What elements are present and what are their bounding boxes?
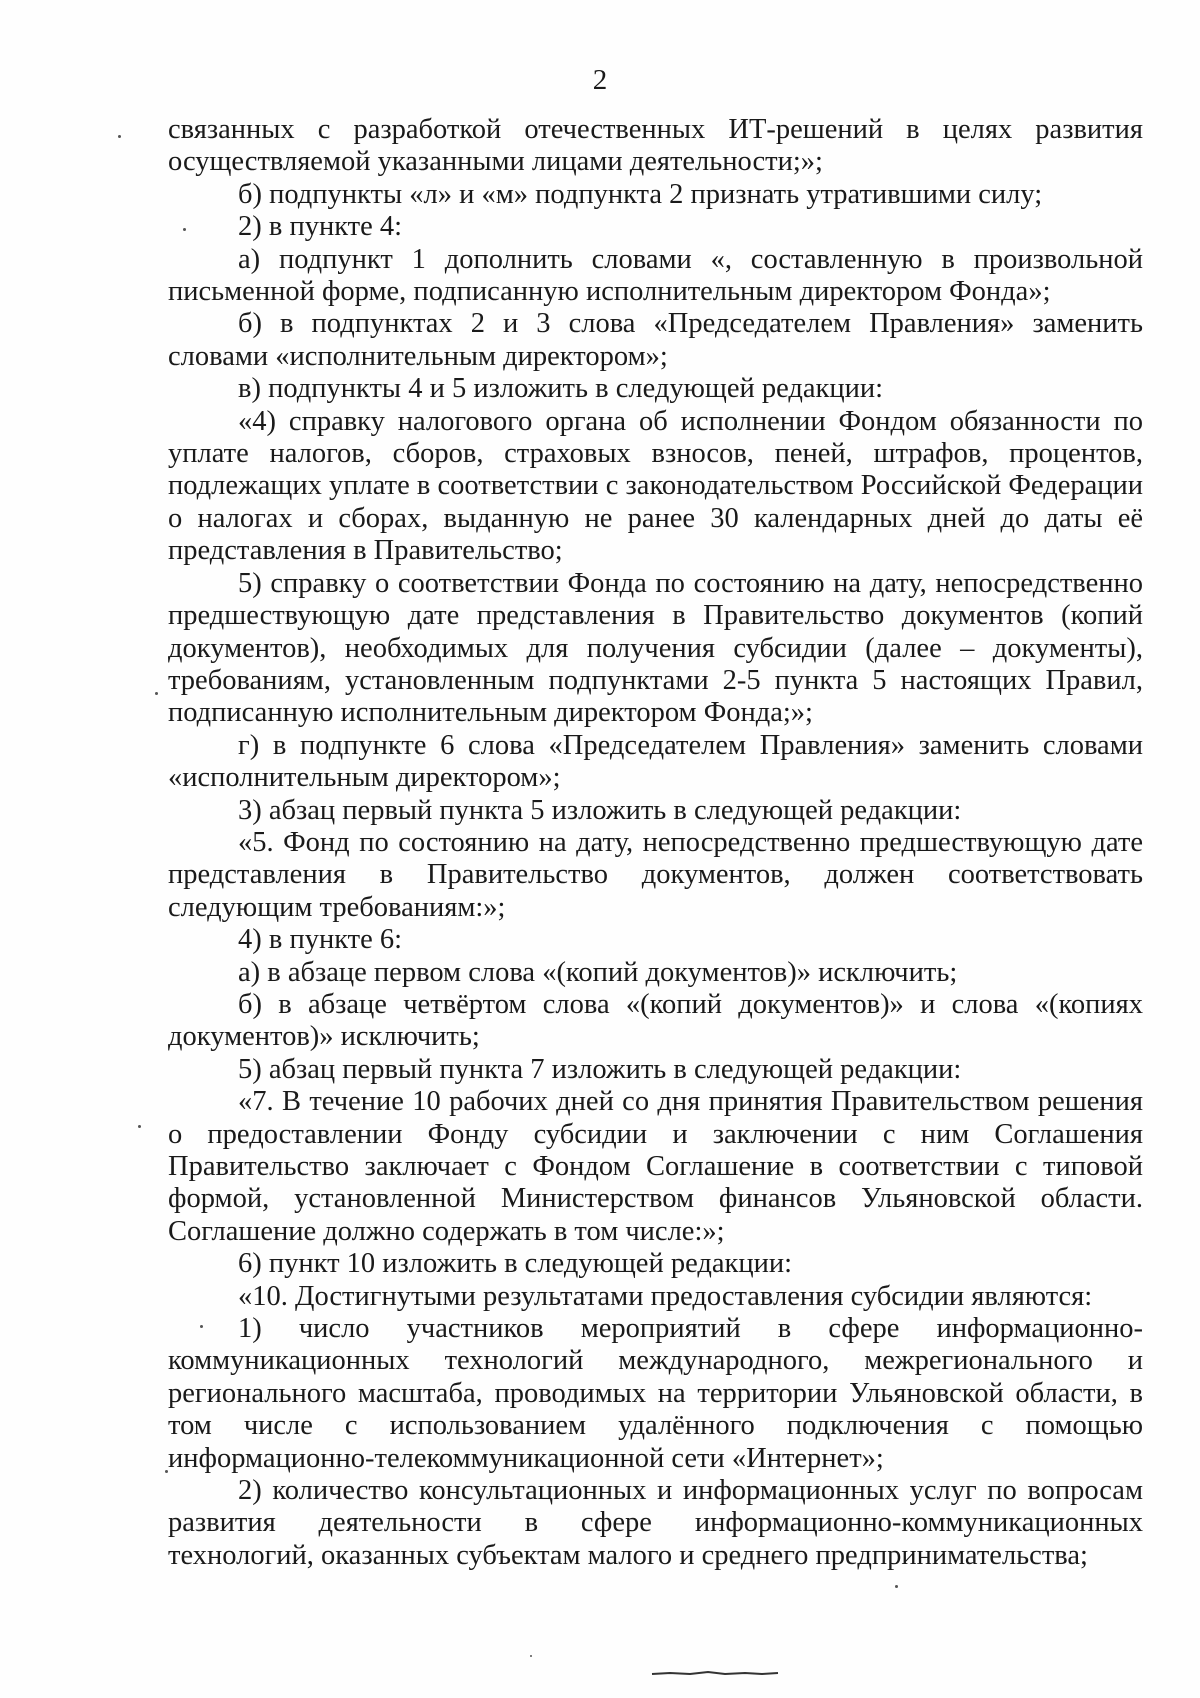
paragraph: б) в абзаце четвёртом слова «(копий документов)» и слова «(копиях документов)» исключить;	[168, 988, 1143, 1053]
paragraph: «7. В течение 10 рабочих дней со дня принятия Правительством решения о предоставлении Фонду субсидии и заключении с ним Соглашения Правительство заключает с Фондом Соглашение в соответствии с типовой формой, установленной Министерством финансов Ульяновской области. Соглашение должно содержать в том числе:»;	[168, 1086, 1143, 1247]
scan-speck	[183, 228, 186, 231]
paragraph: а) в абзаце первом слова «(копий документов)» исключить;	[238, 956, 958, 988]
paragraph: «10. Достигнутыми результатами предоставления субсидии являются:	[238, 1280, 1093, 1312]
scan-speck	[200, 1325, 203, 1328]
paragraph: 4) в пункте 6:	[238, 924, 403, 956]
paragraph: связанных с разработкой отечественных ИТ-решений в целях развития осуществляемой указанными лицами деятельности;»;	[168, 114, 1143, 178]
paragraph: 5) справку о соответствии Фонда по состоянию на дату, непосредственно предшествующую дате представления в Правительство документов (копий документов), необходимых для получения субсидии (далее – документы), требованиям, установленным подпунктами 2-5 пункта 5 настоящих Правил, подписанную исполнительным директором Фонда;»;	[168, 567, 1143, 729]
paragraph: 2) в пункте 4:	[238, 211, 403, 243]
paragraph: б) подпункты «л» и «м» подпункта 2 признать утратившими силу;	[238, 178, 1043, 210]
paragraph: 1) число участников мероприятий в сфере информационно-коммуникационных технологий международного, межрегионального и регионального масштаба, проводимых на территории Ульяновской области, в том числе с использованием удалённого подключения с помощью информационно-телекоммуникационной сети «Интернет»;	[168, 1313, 1143, 1474]
scan-speck	[530, 1655, 532, 1657]
paragraph: б) в подпунктах 2 и 3 слова «Председателем Правления» заменить словами «исполнительным директором»;	[168, 308, 1143, 372]
scan-speck	[155, 692, 158, 695]
scan-speck	[165, 1470, 168, 1473]
paragraph: в) подпункты 4 и 5 изложить в следующей редакции:	[238, 373, 884, 405]
scan-smudge	[650, 1670, 780, 1676]
scan-speck	[138, 1125, 141, 1128]
paragraph: 2) количество консультационных и информационных услуг по вопросам развития деятельности в сфере информационно-коммуникационных технологий, оказанных субъектам малого и среднего предпринимательства;	[168, 1475, 1143, 1571]
paragraph: а) подпункт 1 дополнить словами «, составленную в произвольной письменной форме, подписанную исполнительным директором Фонда»;	[168, 243, 1143, 308]
paragraph: г) в подпункте 6 слова «Председателем Правления» заменить словами «исполнительным директором»;	[168, 729, 1143, 794]
paragraph: «4) справку налогового органа об исполнении Фондом обязанности по уплате налогов, сборов, страховых взносов, пеней, штрафов, процентов, подлежащих уплате в соответствии с законодательством Российской Федерации о налогах и сборах, выданную не ранее 30 календарных дней до даты её представления в Правительство;	[168, 405, 1143, 567]
document-body	[168, 114, 1143, 1572]
scan-speck	[118, 135, 121, 138]
scan-speck	[895, 1585, 898, 1588]
paragraph: 5) абзац первый пункта 7 изложить в следующей редакции:	[238, 1053, 962, 1085]
paragraph: 6) пункт 10 изложить в следующей редакции:	[238, 1248, 793, 1280]
page-number: 2	[592, 64, 608, 96]
paragraph: 3) абзац первый пункта 5 изложить в следующей редакции:	[238, 794, 962, 826]
paragraph: «5. Фонд по состоянию на дату, непосредственно предшествующую дате представления в Правительство документов, должен соответствовать следующим требованиям:»;	[168, 826, 1143, 923]
